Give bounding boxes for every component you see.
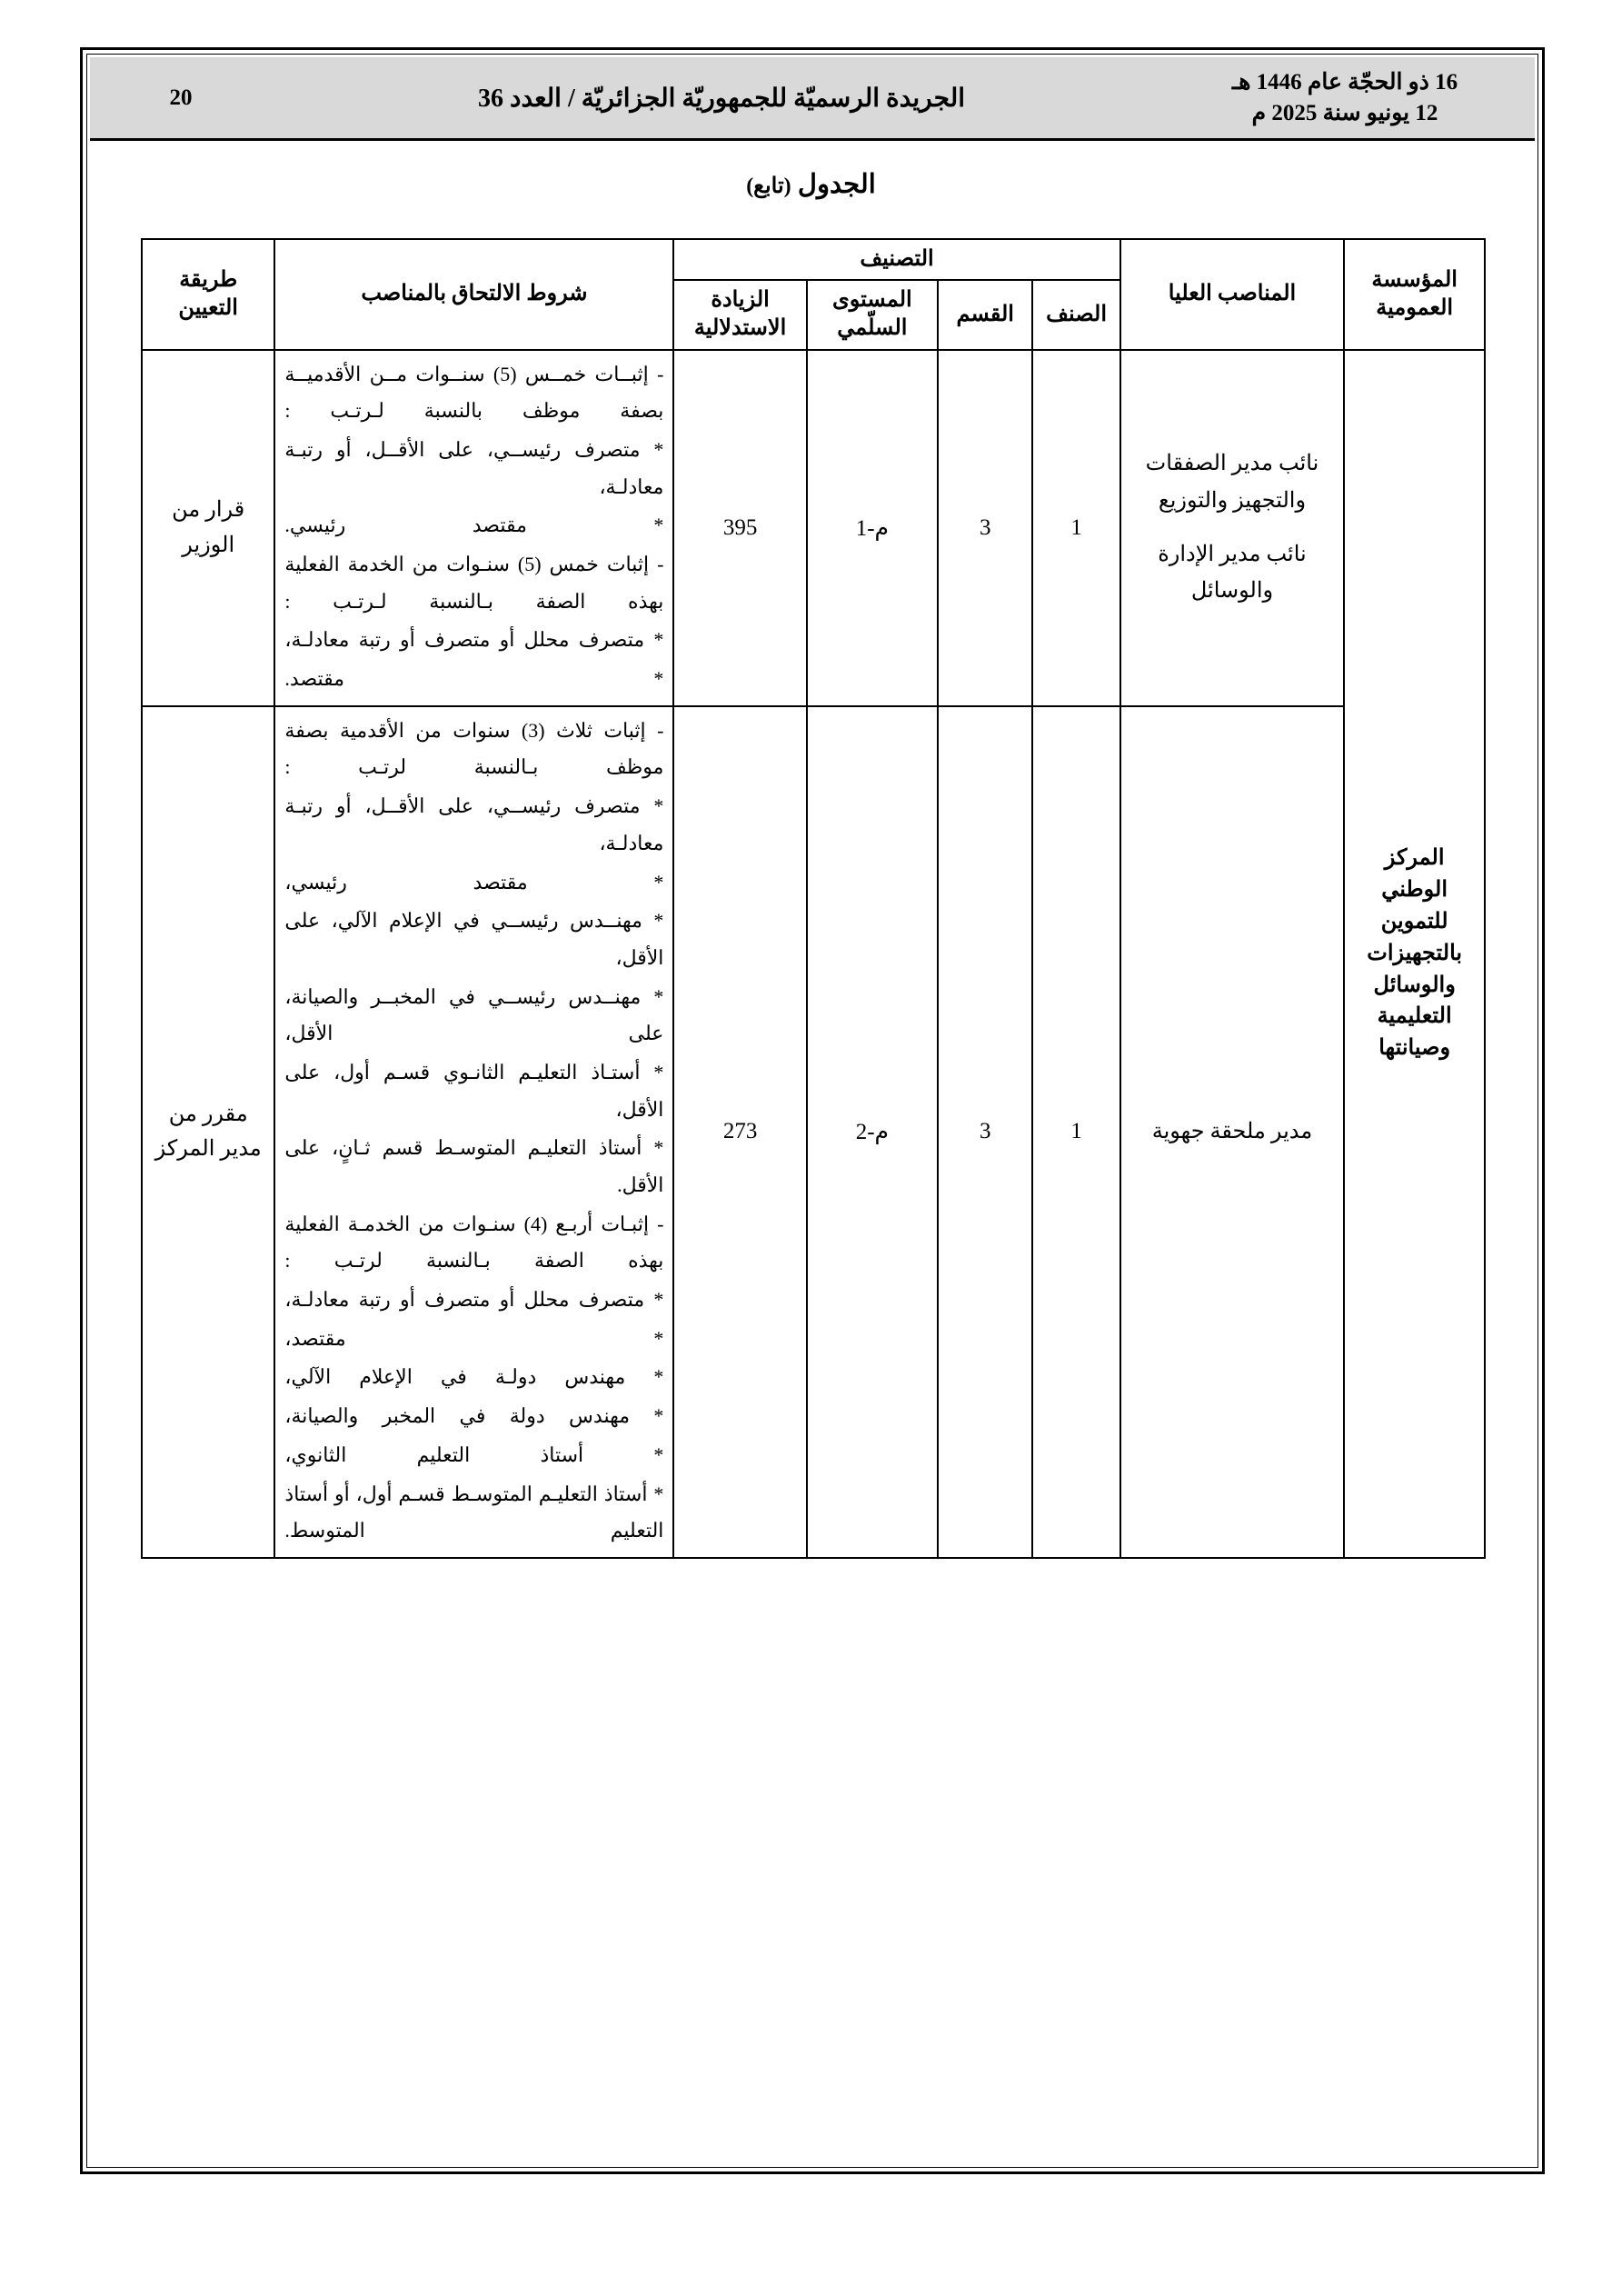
th-etablissement: المؤسسة العمومية [1344, 239, 1485, 350]
cell-postes: مدير ملحقة جهوية [1120, 706, 1345, 1558]
cell-tariqa: قرار من الوزير [142, 350, 274, 706]
cell-postes [1120, 350, 1345, 706]
poste-spacer [1130, 520, 1335, 536]
shurut-line: * مقتصد، [284, 1326, 664, 1350]
shurut-line: * مهندس دولة في المخبر والصيانة، [284, 1404, 664, 1428]
shurut-line: * متصرف محلل أو متصرف أو رتبة معادلـة، [284, 628, 664, 652]
poste-label-1: نائب مدير الصفقات والتجهيز والتوزيع [1145, 452, 1319, 513]
table-row [142, 706, 1485, 1558]
table-container [141, 238, 1486, 1559]
header-page-number: 20 [169, 85, 193, 110]
classification-table [141, 238, 1486, 1559]
header-date-hijri: 16 ذو الحجّة عام 1446 هـ [1231, 69, 1458, 95]
cell-tariqa: مقرر من مدير المركز [142, 706, 274, 1558]
shurut-line: * متصرف رئيســي، على الأقــل، أو رتبـة معادلـة، [284, 437, 664, 498]
th-classification: التصنيف [673, 239, 1119, 280]
th-ziyada: الزيادة الاستدلالية [673, 280, 806, 349]
cell-menf: 1 [1032, 350, 1119, 706]
header-journal-title: الجريدة الرسميّة للجمهوريّة الجزائريّة / العدد 36 [477, 84, 966, 113]
table-head [142, 239, 1485, 350]
shurut-line: - إثبـات أربـع (4) سنـوات من الخدمـة الفعلية بهذه الصفة بـالنسبة لرتـب : [284, 1212, 664, 1273]
shurut-line: * مهندس دولـة في الإعلام الآلي، [284, 1365, 664, 1389]
shurut-line: - إثبات خمس (5) سنـوات من الخدمة الفعلية بهذه الصفة بـالنسبة لـرتـب : [284, 553, 664, 613]
table-caption [0, 168, 1622, 200]
header-date [1171, 67, 1535, 129]
shurut-line: * أستاذ التعليـم المتوسـط قسم ثـانٍ، على الأقل. [284, 1136, 664, 1196]
shurut-line: * مقتصد رئيسي، [284, 870, 664, 893]
cell-menf: 1 [1032, 706, 1119, 1558]
shurut-line: * مقتصد رئيسي. [284, 514, 664, 537]
cell-mostawa: م-2 [807, 706, 938, 1558]
table-caption-main: الجدول [797, 170, 876, 199]
cell-ziyada: 273 [673, 706, 806, 1558]
th-postes: المناصب العليا [1120, 239, 1345, 350]
shurut-line: * مقتصد. [284, 667, 664, 691]
cell-ziyada: 395 [673, 350, 806, 706]
page-header [90, 57, 1535, 141]
cell-etablissement: المركز الوطني للتموين بالتجهيزات والوسائل التعليمية وصيانتها [1344, 350, 1485, 1558]
th-shurut: شروط الالتحاق بالمناصب [274, 239, 673, 350]
cell-shurut [274, 350, 673, 706]
shurut-line: - إثبــات خمــس (5) سنــوات مــن الأقدميــة بصفة موظف بالنسبة لـرتـب : [284, 362, 664, 423]
table-header-row-1 [142, 239, 1485, 280]
shurut-line: * مهنــدس رئيســي في المخبــر والصيانة، على الأقل، [284, 984, 664, 1045]
table-body [142, 350, 1485, 1558]
shurut-line: * أستاذ التعليم الثانوي، [284, 1442, 664, 1466]
th-tariqa: طريقة التعيين [142, 239, 274, 350]
table-row [142, 350, 1485, 706]
th-menf: الصنف [1032, 280, 1119, 349]
th-qism: القسم [938, 280, 1033, 349]
shurut-line: * متصرف محلل أو متصرف أو رتبة معادلـة، [284, 1288, 664, 1312]
cell-qism: 3 [938, 706, 1033, 1558]
cell-mostawa: م-1 [807, 350, 938, 706]
header-date-gregorian: 12 يونيو سنة 2025 م [1251, 100, 1438, 125]
cell-shurut [274, 706, 673, 1558]
shurut-line: * أستـاذ التعليـم الثانـوي قسـم أول، على الأقل، [284, 1060, 664, 1121]
table-caption-suffix: (تابع) [746, 175, 791, 198]
shurut-line: - إثبات ثلاث (3) سنوات من الأقدمية بصفة موظف بـالنسبة لرتـب : [284, 718, 664, 779]
shurut-line: * مهنــدس رئيســي في الإعلام الآلي، على الأقل، [284, 909, 664, 969]
shurut-line: * أستاذ التعليـم المتوسـط قسـم أول، أو أستاذ التعليم المتوسط. [284, 1482, 664, 1542]
poste-label-2: نائب مدير الإدارة والوسائل [1158, 542, 1307, 604]
shurut-line: * متصرف رئيســي، على الأقــل، أو رتبـة معادلـة، [284, 794, 664, 854]
th-mostawa: المستوى السلّمي [807, 280, 938, 349]
cell-qism: 3 [938, 350, 1033, 706]
